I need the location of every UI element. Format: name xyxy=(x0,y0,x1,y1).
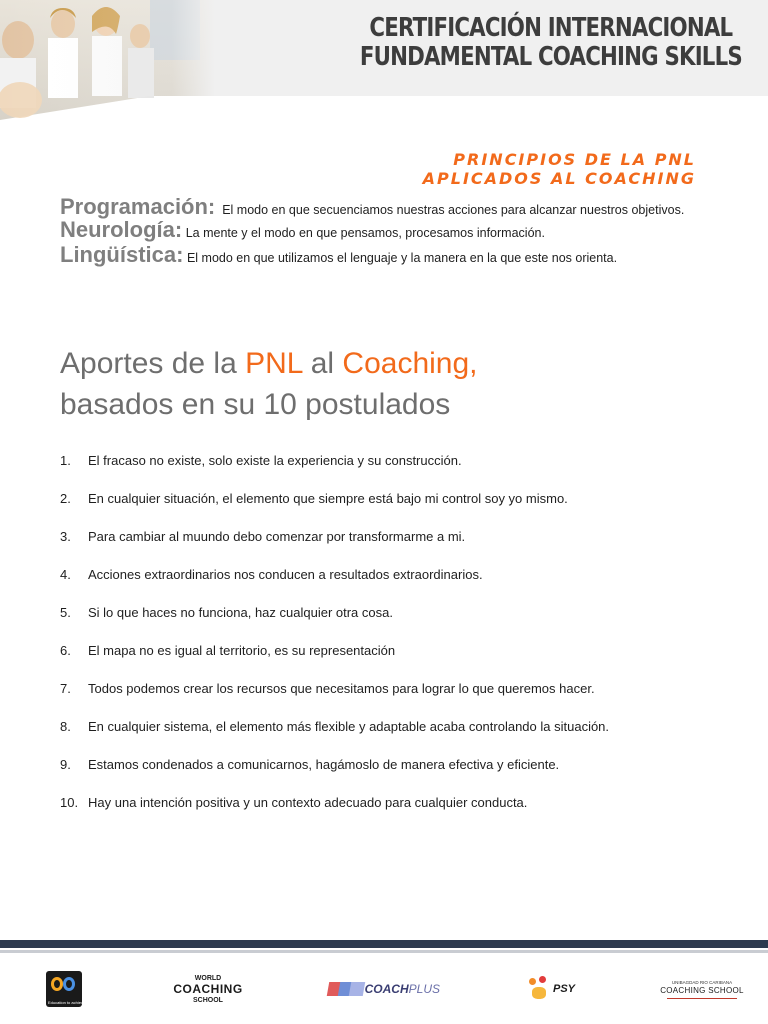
aportes-text-2: al xyxy=(302,347,343,380)
unb-big-text: COACHING SCHOOL xyxy=(660,985,744,995)
coachplus-logo xyxy=(328,962,440,1016)
list-number: 10. xyxy=(60,795,79,810)
list-text: Acciones extraordinarios nos conducen a resultados extraordinarios. xyxy=(88,567,483,582)
aportes-highlight-pnl: PNL xyxy=(245,347,303,380)
definition-text: El modo en que secuenciamos nuestras acciones para alcanzar nuestros objetivos. xyxy=(222,203,685,217)
footer-divider xyxy=(0,940,768,948)
list-text: Todos podemos crear los recursos que necesitamos para lograr lo que queremos hacer. xyxy=(88,681,595,696)
definition-programacion xyxy=(60,194,700,219)
subtitle-line-2: APLICADOS AL COACHING xyxy=(422,169,696,188)
world-coaching-school-logo xyxy=(166,962,250,1016)
list-number: 3. xyxy=(60,529,71,544)
list-text: Estamos condenados a comunicarnos, hagámoslo de manera efectiva y eficiente. xyxy=(88,757,560,772)
list-number: 8. xyxy=(60,719,71,734)
wcs-line-2: COACHING xyxy=(173,981,243,996)
education-foundation-logo xyxy=(44,962,107,1016)
wcs-line-1: WORLD xyxy=(194,974,222,982)
aportes-line-2: basados en su 10 postulados xyxy=(60,388,451,421)
term-neurologia: Neurología: xyxy=(60,217,183,242)
list-item xyxy=(60,719,720,757)
page-header xyxy=(0,0,768,96)
list-text: Hay una intención positiva y un contexto adecuado para cualquier conducta. xyxy=(88,795,528,810)
definition-text: El modo en que utilizamos el lenguaje y la manera en la que este nos orienta. xyxy=(186,251,618,265)
list-item xyxy=(60,757,720,795)
footer-logos xyxy=(0,962,768,1016)
aportes-highlight-coaching: Coaching, xyxy=(342,347,478,380)
list-item xyxy=(60,453,720,491)
term-programacion: Programación: xyxy=(60,194,216,219)
coachplus-plus: PLUS xyxy=(408,982,440,996)
list-item xyxy=(60,795,720,833)
coachplus-text xyxy=(365,982,440,996)
title-line-2: FUNDAMENTAL COACHING SKILLS xyxy=(359,42,742,72)
list-item xyxy=(60,681,720,719)
unb-underline xyxy=(667,998,737,999)
title-line-1: CERTIFICACIÓN INTERNACIONAL xyxy=(369,13,733,43)
list-text: En cualquier situación, el elemento que siempre está bajo mi control soy yo mismo. xyxy=(88,491,568,506)
list-item xyxy=(60,605,720,643)
section-subtitle xyxy=(423,150,696,188)
postulados-list xyxy=(60,453,720,833)
list-text: En cualquier sistema, el elemento más flexible y adaptable acaba controlando la situación. xyxy=(88,719,610,734)
list-number: 5. xyxy=(60,605,71,620)
definition-neurologia xyxy=(60,217,700,242)
list-item xyxy=(60,491,720,529)
psy-logo xyxy=(516,962,586,1016)
list-number: 2. xyxy=(60,491,71,506)
subtitle-line-1: PRINCIPIOS DE LA PNL xyxy=(453,150,696,169)
aportes-text-1: Aportes de la xyxy=(60,347,246,380)
list-text: El fracaso no existe, solo existe la experiencia y su construcción. xyxy=(88,453,462,468)
unb-small-text: UNIBAGDAD RIO CARIBANA xyxy=(671,979,733,985)
definitions xyxy=(60,194,700,267)
header-photo xyxy=(0,0,215,120)
coachplus-main: COACH xyxy=(364,982,409,996)
ee-logo-tagline: Education to achieve Foundation xyxy=(48,1000,107,1005)
list-text: Si lo que haces no funciona, haz cualquier otra cosa. xyxy=(88,605,393,620)
footer-divider-thin xyxy=(0,950,768,953)
psy-figures-icon xyxy=(527,976,551,1002)
list-text: El mapa no es igual al territorio, es su representación xyxy=(88,643,396,658)
term-linguistica: Lingüística: xyxy=(60,242,184,267)
ee-logo-icon xyxy=(46,971,107,1007)
list-number: 7. xyxy=(60,681,71,696)
list-item xyxy=(60,643,720,681)
wcs-line-3: SCHOOL xyxy=(193,996,223,1004)
list-item xyxy=(60,567,720,605)
list-number: 1. xyxy=(60,453,71,468)
unibagdad-coaching-school-logo xyxy=(660,962,744,1016)
list-item xyxy=(60,529,720,567)
people-photo-icon xyxy=(0,0,215,120)
aportes-line-1 xyxy=(60,343,720,384)
psy-text: PSY xyxy=(552,983,575,995)
list-text: Para cambiar al muundo debo comenzar por transformarme a mi. xyxy=(88,529,466,544)
coachplus-cubes-icon xyxy=(328,980,361,998)
list-number: 9. xyxy=(60,757,71,772)
list-number: 6. xyxy=(60,643,71,658)
aportes-heading xyxy=(60,343,720,425)
certification-title xyxy=(360,14,742,72)
definition-linguistica xyxy=(60,242,700,267)
list-number: 4. xyxy=(60,567,71,582)
definition-text: La mente y el modo en que pensamos, procesamos información. xyxy=(185,226,545,240)
